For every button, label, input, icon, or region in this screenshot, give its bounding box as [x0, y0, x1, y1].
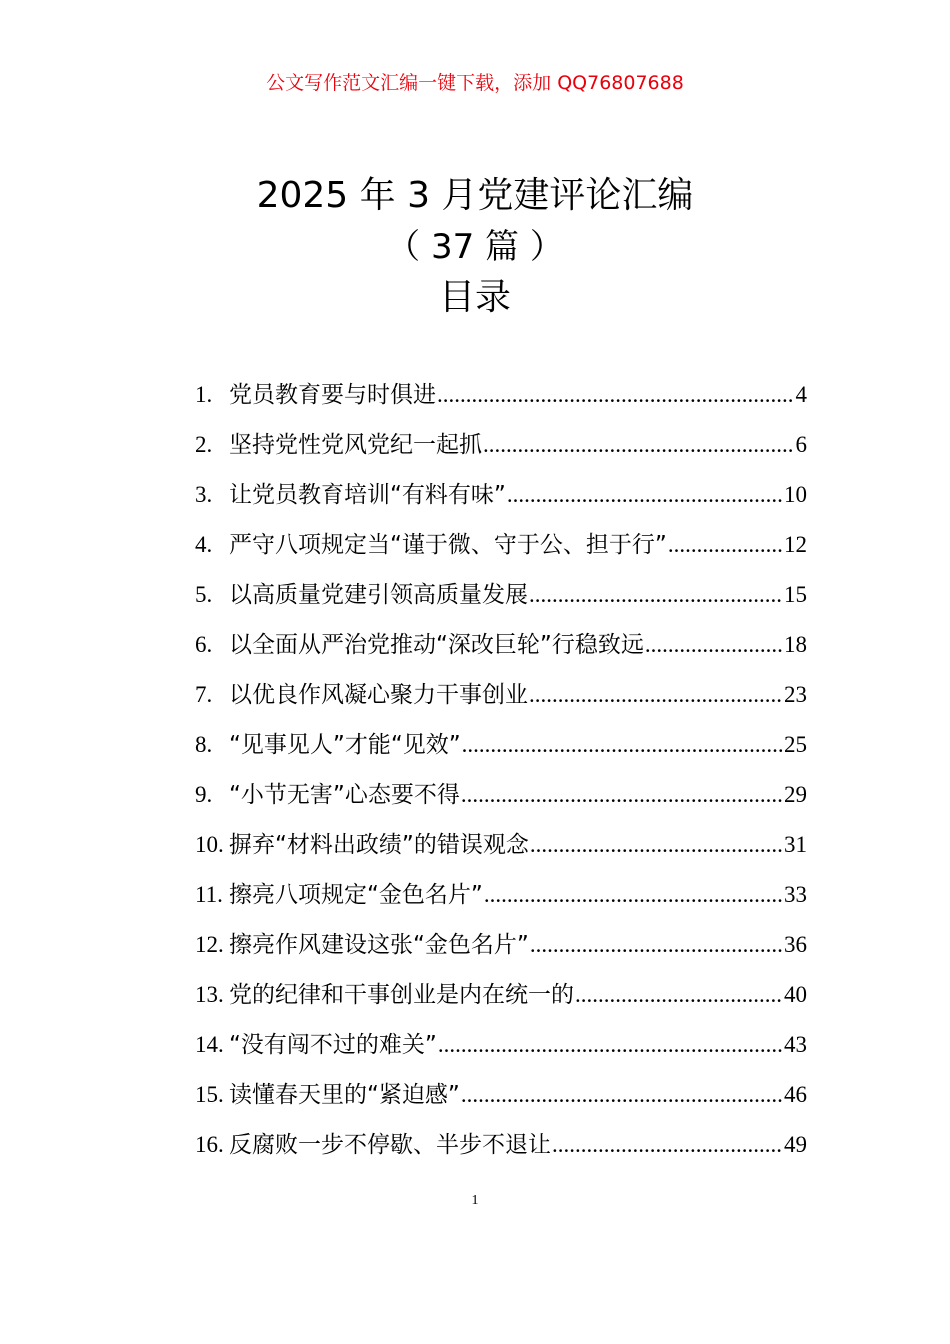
toc-entry-page: 4 — [795, 382, 807, 407]
toc-leader-dots — [483, 432, 795, 458]
toc-entry-number: 7. — [195, 682, 213, 707]
toc-leader-dots — [575, 982, 783, 1008]
toc-entry[interactable] — [195, 726, 807, 776]
toc-leader-dots — [437, 382, 795, 408]
toc-entry-number: 2. — [195, 432, 213, 457]
toc-entry-title: 摒弃“材料出政绩”的错误观念 — [229, 832, 529, 858]
toc-entry-page: 6 — [795, 432, 807, 457]
toc-entry[interactable] — [195, 426, 807, 476]
toc-leader-dots — [484, 882, 783, 908]
toc-leader-dots — [530, 932, 783, 958]
toc-entry-page: 23 — [784, 682, 807, 707]
toc-leader-dots — [529, 582, 783, 608]
toc-entry-title: 以全面从严治党推动“深改巨轮”行稳致远 — [229, 632, 644, 658]
document-title: 2025 年 3 月党建评论汇编 — [256, 175, 694, 216]
toc-entry-title: 以优良作风凝心聚力干事创业 — [229, 682, 528, 708]
toc-leader-dots — [461, 782, 783, 808]
toc-entry[interactable] — [195, 626, 807, 676]
toc-entry-number: 9. — [195, 782, 213, 807]
toc-entry[interactable] — [195, 676, 807, 726]
toc-entry[interactable] — [195, 526, 807, 576]
toc-entry-number: 15. — [195, 1082, 224, 1107]
toc-entry[interactable] — [195, 776, 807, 826]
toc-entry-page: 10 — [784, 482, 807, 507]
toc-entry-title: 让党员教育培训“有料有味” — [229, 482, 506, 508]
toc-entry-page: 15 — [784, 582, 807, 607]
toc-entry[interactable] — [195, 1126, 807, 1176]
toc-entry-page: 43 — [784, 1032, 807, 1057]
toc-entry-page: 40 — [784, 982, 807, 1007]
toc-entry[interactable] — [195, 976, 807, 1026]
toc-entry-page: 33 — [784, 882, 807, 907]
toc-leader-dots — [438, 1032, 783, 1058]
toc-entry-title: “小节无害”心态要不得 — [229, 782, 460, 808]
toc-entry[interactable] — [195, 1026, 807, 1076]
toc-entry-title: “没有闯不过的难关” — [229, 1032, 437, 1058]
toc-entry-number: 10. — [195, 832, 224, 857]
toc-entry-title: 擦亮八项规定“金色名片” — [229, 882, 483, 908]
toc-entry-number: 5. — [195, 582, 213, 607]
toc-entry-number: 4. — [195, 532, 213, 557]
toc-heading: 目录 — [438, 277, 511, 318]
toc-entry-number: 12. — [195, 932, 224, 957]
toc-leader-dots — [529, 682, 783, 708]
toc-entry-page: 49 — [784, 1132, 807, 1157]
toc-entry-number: 13. — [195, 982, 224, 1007]
toc-entry-title: 以高质量党建引领高质量发展 — [229, 582, 528, 608]
toc-entry[interactable] — [195, 576, 807, 626]
toc-entry-title: 反腐败一步不停歇、半步不退让 — [229, 1132, 551, 1158]
page-number: 1 — [471, 1193, 479, 1208]
toc-entry[interactable] — [195, 376, 807, 426]
toc-leader-dots — [461, 1082, 783, 1108]
toc-entry-number: 14. — [195, 1032, 224, 1057]
toc-entry-title: “见事见人”才能“见效” — [229, 732, 461, 758]
toc-entry-title: 读懂春天里的“紧迫感” — [229, 1082, 460, 1108]
toc-entry-page: 46 — [784, 1082, 807, 1107]
toc-entry[interactable] — [195, 826, 807, 876]
toc-entry-number: 11. — [195, 882, 223, 907]
table-of-contents — [195, 376, 807, 1176]
toc-entry-number: 3. — [195, 482, 213, 507]
toc-leader-dots — [552, 1132, 783, 1158]
toc-leader-dots — [668, 532, 783, 558]
toc-leader-dots — [530, 832, 783, 858]
toc-entry-page: 18 — [784, 632, 807, 657]
toc-entry[interactable] — [195, 876, 807, 926]
toc-entry[interactable] — [195, 1076, 807, 1126]
toc-entry-number: 6. — [195, 632, 213, 657]
toc-entry-page: 25 — [784, 732, 807, 757]
download-notice: 公文写作范文汇编一键下载，添加 QQ76807688 — [266, 72, 684, 94]
toc-entry[interactable] — [195, 926, 807, 976]
toc-entry-title: 擦亮作风建设这张“金色名片” — [229, 932, 529, 958]
toc-entry[interactable] — [195, 476, 807, 526]
toc-leader-dots — [507, 482, 783, 508]
toc-leader-dots — [645, 632, 783, 658]
toc-entry-title: 党员教育要与时俱进 — [229, 382, 436, 408]
toc-entry-number: 1. — [195, 382, 213, 407]
toc-entry-title: 坚持党性党风党纪一起抓 — [229, 432, 482, 458]
toc-entry-page: 36 — [784, 932, 807, 957]
toc-entry-page: 31 — [784, 832, 807, 857]
toc-entry-page: 12 — [784, 532, 807, 557]
toc-entry-title: 严守八项规定当“谨于微、守于公、担于行” — [229, 532, 667, 558]
toc-entry-page: 29 — [784, 782, 807, 807]
toc-entry-number: 8. — [195, 732, 213, 757]
document-title-block — [0, 170, 950, 324]
toc-entry-title: 党的纪律和干事创业是内在统一的 — [229, 982, 574, 1008]
toc-leader-dots — [462, 732, 783, 758]
article-count: （ 37 篇 ） — [386, 227, 564, 267]
toc-entry-number: 16. — [195, 1132, 224, 1157]
